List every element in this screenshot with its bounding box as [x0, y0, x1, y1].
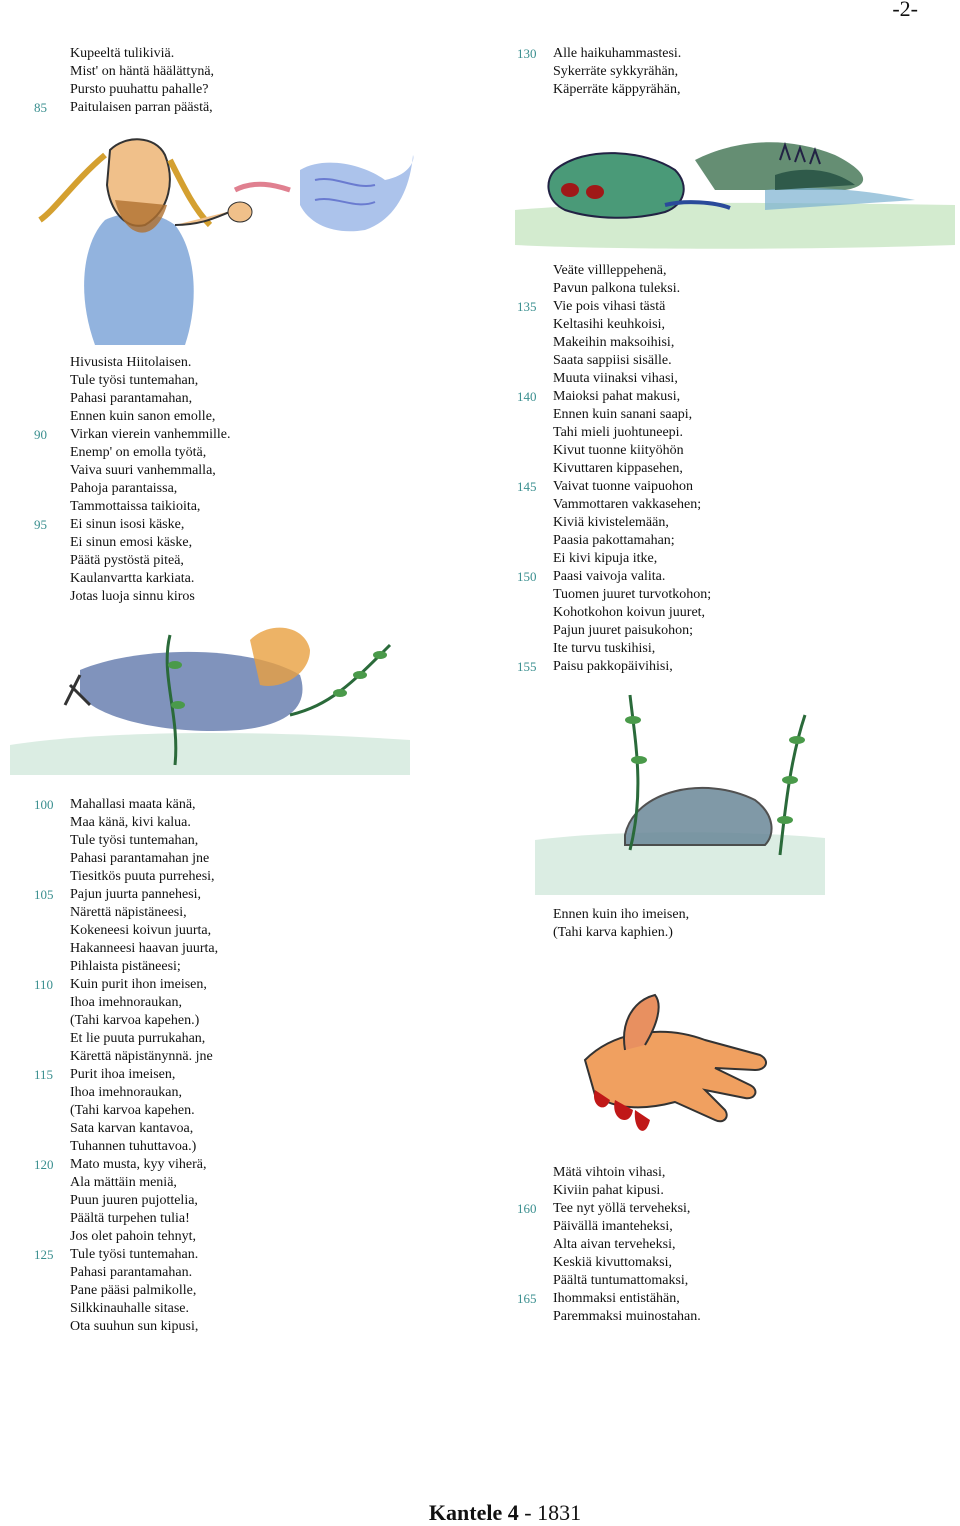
verse-line	[70, 832, 218, 850]
verse-line	[70, 922, 218, 940]
verse-text: Saata sappiisi sisälle.	[553, 353, 672, 368]
verse-line	[70, 1102, 218, 1120]
verse-text: Maa känä, kivi kalua.	[70, 815, 191, 830]
verse-line	[517, 388, 711, 406]
verse-line	[553, 622, 711, 640]
line-number: 160	[517, 1201, 537, 1216]
line-number: 85	[34, 100, 47, 115]
verse-text: Vie pois vihasi tästä	[553, 299, 666, 314]
verse-text: Keltasihi keuhkoisi,	[553, 317, 665, 332]
hand-illustration	[545, 990, 770, 1150]
verse-text: Hivusista Hiitolaisen.	[70, 355, 192, 370]
verse-line	[34, 1066, 218, 1084]
footer-title: Kantele 4	[428, 1500, 519, 1525]
verse-line	[517, 45, 682, 63]
verse-text: Mätä vihtoin vihasi,	[553, 1165, 666, 1180]
verse-block-90	[34, 354, 231, 606]
verse-line	[34, 796, 218, 814]
verse-text: Kaulanvartta karkiata.	[70, 571, 195, 586]
verse-line	[553, 532, 711, 550]
verse-text: Tule työsi tuntemahan,	[70, 373, 199, 388]
line-number: 105	[34, 887, 54, 902]
verse-text: Keskiä kivuttomaksi,	[553, 1255, 672, 1270]
verse-text: Tuhannen tuhuttavoa.)	[70, 1139, 197, 1154]
verse-text: Enemp' on emolla työtä,	[70, 445, 207, 460]
verse-text: Päivällä imanteheksi,	[553, 1219, 673, 1234]
verse-line	[553, 1272, 701, 1290]
page-number: -2-	[892, 0, 918, 21]
verse-line	[517, 478, 711, 496]
verse-line	[70, 1084, 218, 1102]
verse-text: Ite turvu tuskihisi,	[553, 641, 656, 656]
line-number: 165	[517, 1291, 537, 1306]
verse-text: Alta aivan terveheksi,	[553, 1237, 676, 1252]
verse-text: Kiviin pahat kipusi.	[553, 1183, 664, 1198]
verse-line	[70, 81, 214, 99]
verse-text: Kupeeltä tulikiviä.	[70, 46, 175, 61]
verse-block-135	[517, 262, 712, 676]
line-number: 115	[34, 1067, 54, 1082]
verse-text: Ihommaksi entistähän,	[553, 1291, 680, 1306]
verse-text: Pahasi parantamahan jne	[70, 851, 210, 866]
verse-text: Kohotkohon koivun juuret,	[553, 605, 706, 620]
verse-text: Päältä tuntumattomaksi,	[553, 1273, 689, 1288]
verse-text: (Tahi karvoa kapehen.)	[70, 1013, 200, 1028]
line-number: 130	[517, 46, 537, 61]
verse-text: Ihoa imehnoraukan,	[70, 995, 182, 1010]
verse-block-156	[553, 906, 689, 942]
line-number: 150	[517, 569, 537, 584]
verse-line	[553, 1308, 701, 1326]
verse-line	[70, 63, 214, 81]
verse-text: Pane pääsi palmikolle,	[70, 1283, 197, 1298]
verse-line	[517, 1200, 701, 1218]
verse-line	[70, 1318, 218, 1336]
line-number: 95	[34, 517, 47, 532]
verse-text: Hakanneesi haavan juurta,	[70, 941, 219, 956]
verse-text: Makeihin maksoihisi,	[553, 335, 675, 350]
verse-line	[70, 462, 231, 480]
verse-line	[553, 406, 711, 424]
verse-text: Paasia pakottamahan;	[553, 533, 675, 548]
verse-line	[553, 81, 681, 99]
serpent-lake-illustration	[515, 130, 955, 255]
verse-text: Tahi mieli juohtuneepi.	[553, 425, 684, 440]
verse-line	[34, 886, 218, 904]
verse-text: Paitulaisen parran päästä,	[70, 100, 213, 115]
verse-line	[34, 1246, 218, 1264]
verse-line	[70, 1012, 218, 1030]
verse-line	[70, 904, 218, 922]
verse-text: Purit ihoa imeisen,	[70, 1067, 176, 1082]
verse-line	[70, 1138, 218, 1156]
verse-line	[553, 906, 689, 924]
verse-line	[70, 354, 231, 372]
verse-text: Pursto puuhattu pahalle?	[70, 82, 209, 97]
verse-text: Ei kivi kipuja itke,	[553, 551, 658, 566]
verse-line	[553, 514, 711, 532]
verse-line	[553, 604, 711, 622]
verse-line	[70, 850, 218, 868]
verse-text: Virkan vierein vanhemmille.	[70, 427, 231, 442]
verse-text: (Tahi karva kaphien.)	[553, 925, 673, 940]
verse-line	[70, 994, 218, 1012]
verse-text: Käperräte käppyrähän,	[553, 82, 681, 97]
verse-text: Kivut tuonne kiityöhön	[553, 443, 684, 458]
verse-line	[70, 444, 231, 462]
verse-text: Ei sinun emosi käske,	[70, 535, 193, 550]
verse-text: Ihoa imehnoraukan,	[70, 1085, 182, 1100]
verse-text: Tule työsi tuntemahan.	[70, 1247, 199, 1262]
verse-line	[553, 640, 711, 658]
verse-text: Ota suuhun sun kipusi,	[70, 1319, 199, 1334]
verse-text: Sykerräte sykkyrähän,	[553, 64, 679, 79]
verse-text: Pihlaista pistäneesi;	[70, 959, 181, 974]
verse-text: Sata karvan kantavoa,	[70, 1121, 194, 1136]
verse-line	[553, 370, 711, 388]
footer-year: - 1831	[518, 1500, 582, 1525]
verse-text: Kuin purit ihon imeisen,	[70, 977, 207, 992]
line-number: 155	[517, 659, 537, 674]
verse-line	[517, 1290, 701, 1308]
verse-line	[70, 1048, 218, 1066]
verse-line	[553, 924, 689, 942]
verse-line	[70, 1282, 218, 1300]
verse-text: Mahallasi maata känä,	[70, 797, 196, 812]
verse-text: Vammottaren vakkasehen;	[553, 497, 702, 512]
verse-line	[553, 1236, 701, 1254]
verse-line	[70, 390, 231, 408]
verse-line	[34, 976, 218, 994]
verse-line	[517, 298, 711, 316]
verse-text: Tiesitkös puuta purrehesi,	[70, 869, 215, 884]
verse-line	[34, 426, 231, 444]
verse-text: Pajun juuret paisukohon;	[553, 623, 693, 638]
verse-block-85	[34, 45, 215, 117]
verse-text: Kiviä kivistelemään,	[553, 515, 669, 530]
verse-text: Vaiva suuri vanhemmalla,	[70, 463, 216, 478]
stone-plants-illustration	[535, 690, 825, 900]
verse-text: Kokeneesi koivun juurta,	[70, 923, 212, 938]
verse-line	[70, 408, 231, 426]
line-number: 110	[34, 977, 54, 992]
verse-block-130	[517, 45, 682, 99]
verse-line	[70, 958, 218, 976]
verse-text: Tuomen juuret turvotkohon;	[553, 587, 712, 602]
verse-line	[70, 372, 231, 390]
verse-line	[553, 496, 711, 514]
verse-line	[70, 1174, 218, 1192]
verse-text: Tule työsi tuntemahan,	[70, 833, 199, 848]
verse-line	[553, 280, 711, 298]
verse-text: Paasi vaivoja valita.	[553, 569, 666, 584]
verse-line	[517, 568, 711, 586]
verse-text: Paremmaksi muinostahan.	[553, 1309, 701, 1324]
verse-line	[553, 1218, 701, 1236]
verse-text: (Tahi karvoa kapehen.	[70, 1103, 195, 1118]
verse-line	[70, 1228, 218, 1246]
verse-text: Mato musta, kyy viherä,	[70, 1157, 207, 1172]
verse-line	[70, 1192, 218, 1210]
verse-text: Ennen kuin sanani saapi,	[553, 407, 693, 422]
verse-text: Silkkinauhalle sitase.	[70, 1301, 189, 1316]
line-number: 135	[517, 299, 537, 314]
verse-line	[70, 1030, 218, 1048]
line-number: 100	[34, 797, 54, 812]
verse-line	[553, 352, 711, 370]
verse-text: Pahasi parantamahan,	[70, 391, 193, 406]
verse-line	[70, 570, 231, 588]
verse-text: Paisu pakkopäivihisi,	[553, 659, 673, 674]
line-number: 90	[34, 427, 47, 442]
verse-text: Jotas luoja sinnu kiros	[70, 589, 195, 604]
verse-text: Pajun juurta pannehesi,	[70, 887, 202, 902]
line-number: 140	[517, 389, 537, 404]
verse-text: Päältä turpehen tulia!	[70, 1211, 190, 1226]
line-number: 120	[34, 1157, 54, 1172]
verse-line	[70, 1210, 218, 1228]
verse-line	[34, 516, 231, 534]
verse-text: Veäte villleppehenä,	[553, 263, 667, 278]
verse-line	[70, 814, 218, 832]
verse-text: Tee nyt yöllä terveheksi,	[553, 1201, 691, 1216]
verse-line	[553, 586, 711, 604]
verse-line	[553, 442, 711, 460]
verse-line	[553, 460, 711, 478]
verse-text: Tammottaissa taikioita,	[70, 499, 201, 514]
verse-line	[553, 1254, 701, 1272]
verse-line	[517, 658, 711, 676]
verse-text: Pahoja parantaissa,	[70, 481, 178, 496]
verse-line	[70, 45, 214, 63]
verse-line	[70, 868, 218, 886]
verse-block-100	[34, 796, 219, 1336]
verse-line	[553, 1182, 701, 1200]
verse-text: Päätä pystöstä piteä,	[70, 553, 184, 568]
verse-line	[70, 534, 231, 552]
verse-line	[553, 1164, 701, 1182]
verse-line	[70, 480, 231, 498]
verse-text: Alle haikuhammastesi.	[553, 46, 682, 61]
verse-line	[34, 1156, 218, 1174]
verse-line	[553, 424, 711, 442]
verse-text: Mist' on häntä häälättynä,	[70, 64, 215, 79]
verse-line	[70, 940, 218, 958]
line-number: 125	[34, 1247, 54, 1262]
verse-text: Maioksi pahat makusi,	[553, 389, 681, 404]
verse-line	[553, 316, 711, 334]
verse-line	[70, 552, 231, 570]
verse-text: Ala mättäin meniä,	[70, 1175, 177, 1190]
verse-line	[70, 588, 231, 606]
verse-text: Vaivat tuonne vaipuohon	[553, 479, 693, 494]
verse-text: Muuta viinaksi vihasi,	[553, 371, 678, 386]
verse-line	[70, 1264, 218, 1282]
verse-text: Ei sinun isosi käske,	[70, 517, 185, 532]
lying-figure-illustration	[10, 615, 410, 780]
verse-line	[70, 498, 231, 516]
verse-text: Ennen kuin iho imeisen,	[553, 907, 690, 922]
verse-line	[553, 550, 711, 568]
verse-text: Kärettä näpistänynnä. jne	[70, 1049, 213, 1064]
verse-text: Et lie puuta purrukahan,	[70, 1031, 206, 1046]
verse-line	[553, 63, 681, 81]
bearded-figure-illustration	[35, 130, 420, 350]
footer	[0, 1500, 960, 1526]
verse-line	[34, 99, 214, 117]
line-number: 145	[517, 479, 537, 494]
verse-text: Pavun palkona tuleksi.	[553, 281, 681, 296]
verse-text: Puun juuren pujottelia,	[70, 1193, 198, 1208]
verse-text: Ennen kuin sanon emolle,	[70, 409, 216, 424]
verse-text: Närettä näpistäneesi,	[70, 905, 187, 920]
verse-text: Pahasi parantamahan.	[70, 1265, 193, 1280]
verse-line	[70, 1120, 218, 1138]
verse-line	[553, 262, 711, 280]
verse-line	[553, 334, 711, 352]
verse-block-160	[517, 1164, 701, 1326]
verse-text: Kivuttaren kippasehen,	[553, 461, 683, 476]
verse-line	[70, 1300, 218, 1318]
verse-text: Jos olet pahoin tehnyt,	[70, 1229, 196, 1244]
